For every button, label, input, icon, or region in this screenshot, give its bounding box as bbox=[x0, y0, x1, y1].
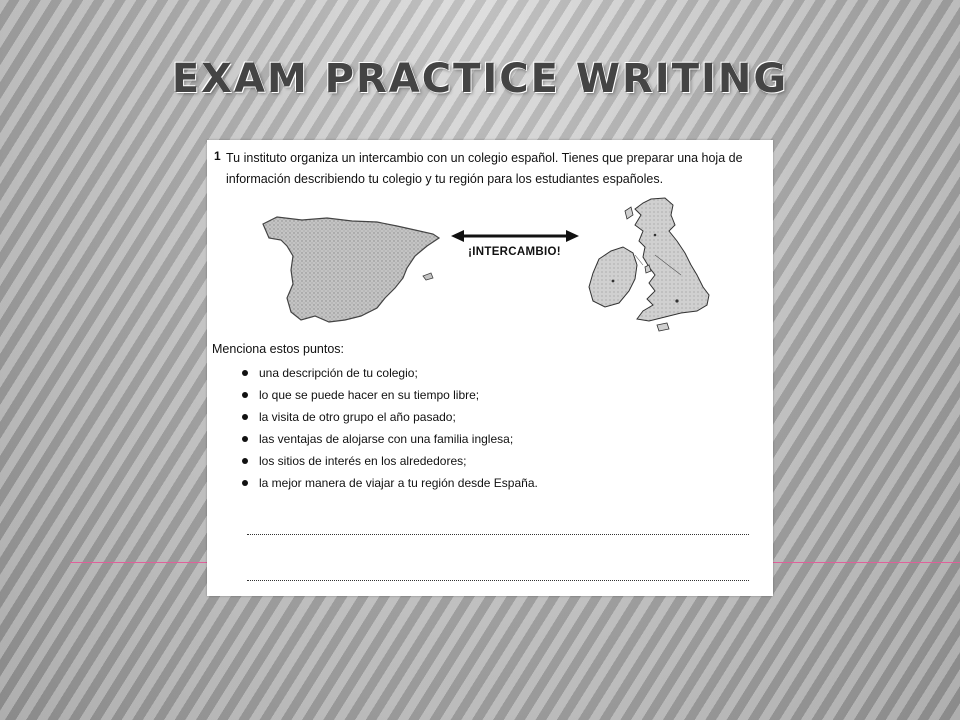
bullet-icon bbox=[242, 370, 248, 376]
list-item bbox=[242, 450, 538, 472]
bullet-icon bbox=[242, 392, 248, 398]
points-heading: Menciona estos puntos: bbox=[212, 342, 345, 356]
list-item-text: lo que se puede hacer en su tiempo libre; bbox=[259, 388, 480, 402]
task-instructions: Tu instituto organiza un intercambio con un colegio español. Tienes que preparar una hoja de información describiendo tu colegio y tu región para los estudiantes españoles. bbox=[226, 151, 743, 186]
exchange-label: ¡INTERCAMBIO! bbox=[468, 246, 561, 258]
worksheet-image bbox=[207, 140, 773, 596]
map-of-britain-and-ireland-icon bbox=[585, 195, 717, 340]
bullet-icon bbox=[242, 414, 248, 420]
list-item bbox=[242, 428, 538, 450]
list-item-text: una descripción de tu colegio; bbox=[259, 366, 418, 380]
list-item-text: la mejor manera de viajar a tu región desde España. bbox=[259, 476, 538, 490]
points-list bbox=[242, 362, 538, 494]
list-item bbox=[242, 472, 538, 494]
bullet-icon bbox=[242, 480, 248, 486]
list-item bbox=[242, 362, 538, 384]
bullet-icon bbox=[242, 458, 248, 464]
answer-line bbox=[247, 580, 749, 581]
list-item-text: las ventajas de alojarse con una familia inglesa; bbox=[259, 432, 514, 446]
double-arrow-icon bbox=[451, 229, 579, 243]
list-item-text: la visita de otro grupo el año pasado; bbox=[259, 410, 456, 424]
task-number: 1 bbox=[214, 149, 221, 163]
accent-line-left bbox=[70, 562, 210, 563]
list-item bbox=[242, 384, 538, 406]
answer-line bbox=[247, 534, 749, 535]
slide-title: EXAM PRACTICE WRITING bbox=[171, 56, 789, 102]
list-item bbox=[242, 406, 538, 428]
map-of-spain-icon bbox=[257, 212, 442, 334]
list-item-text: los sitios de interés en los alrededores; bbox=[259, 454, 467, 468]
accent-line-right bbox=[772, 562, 960, 563]
bullet-icon bbox=[242, 436, 248, 442]
